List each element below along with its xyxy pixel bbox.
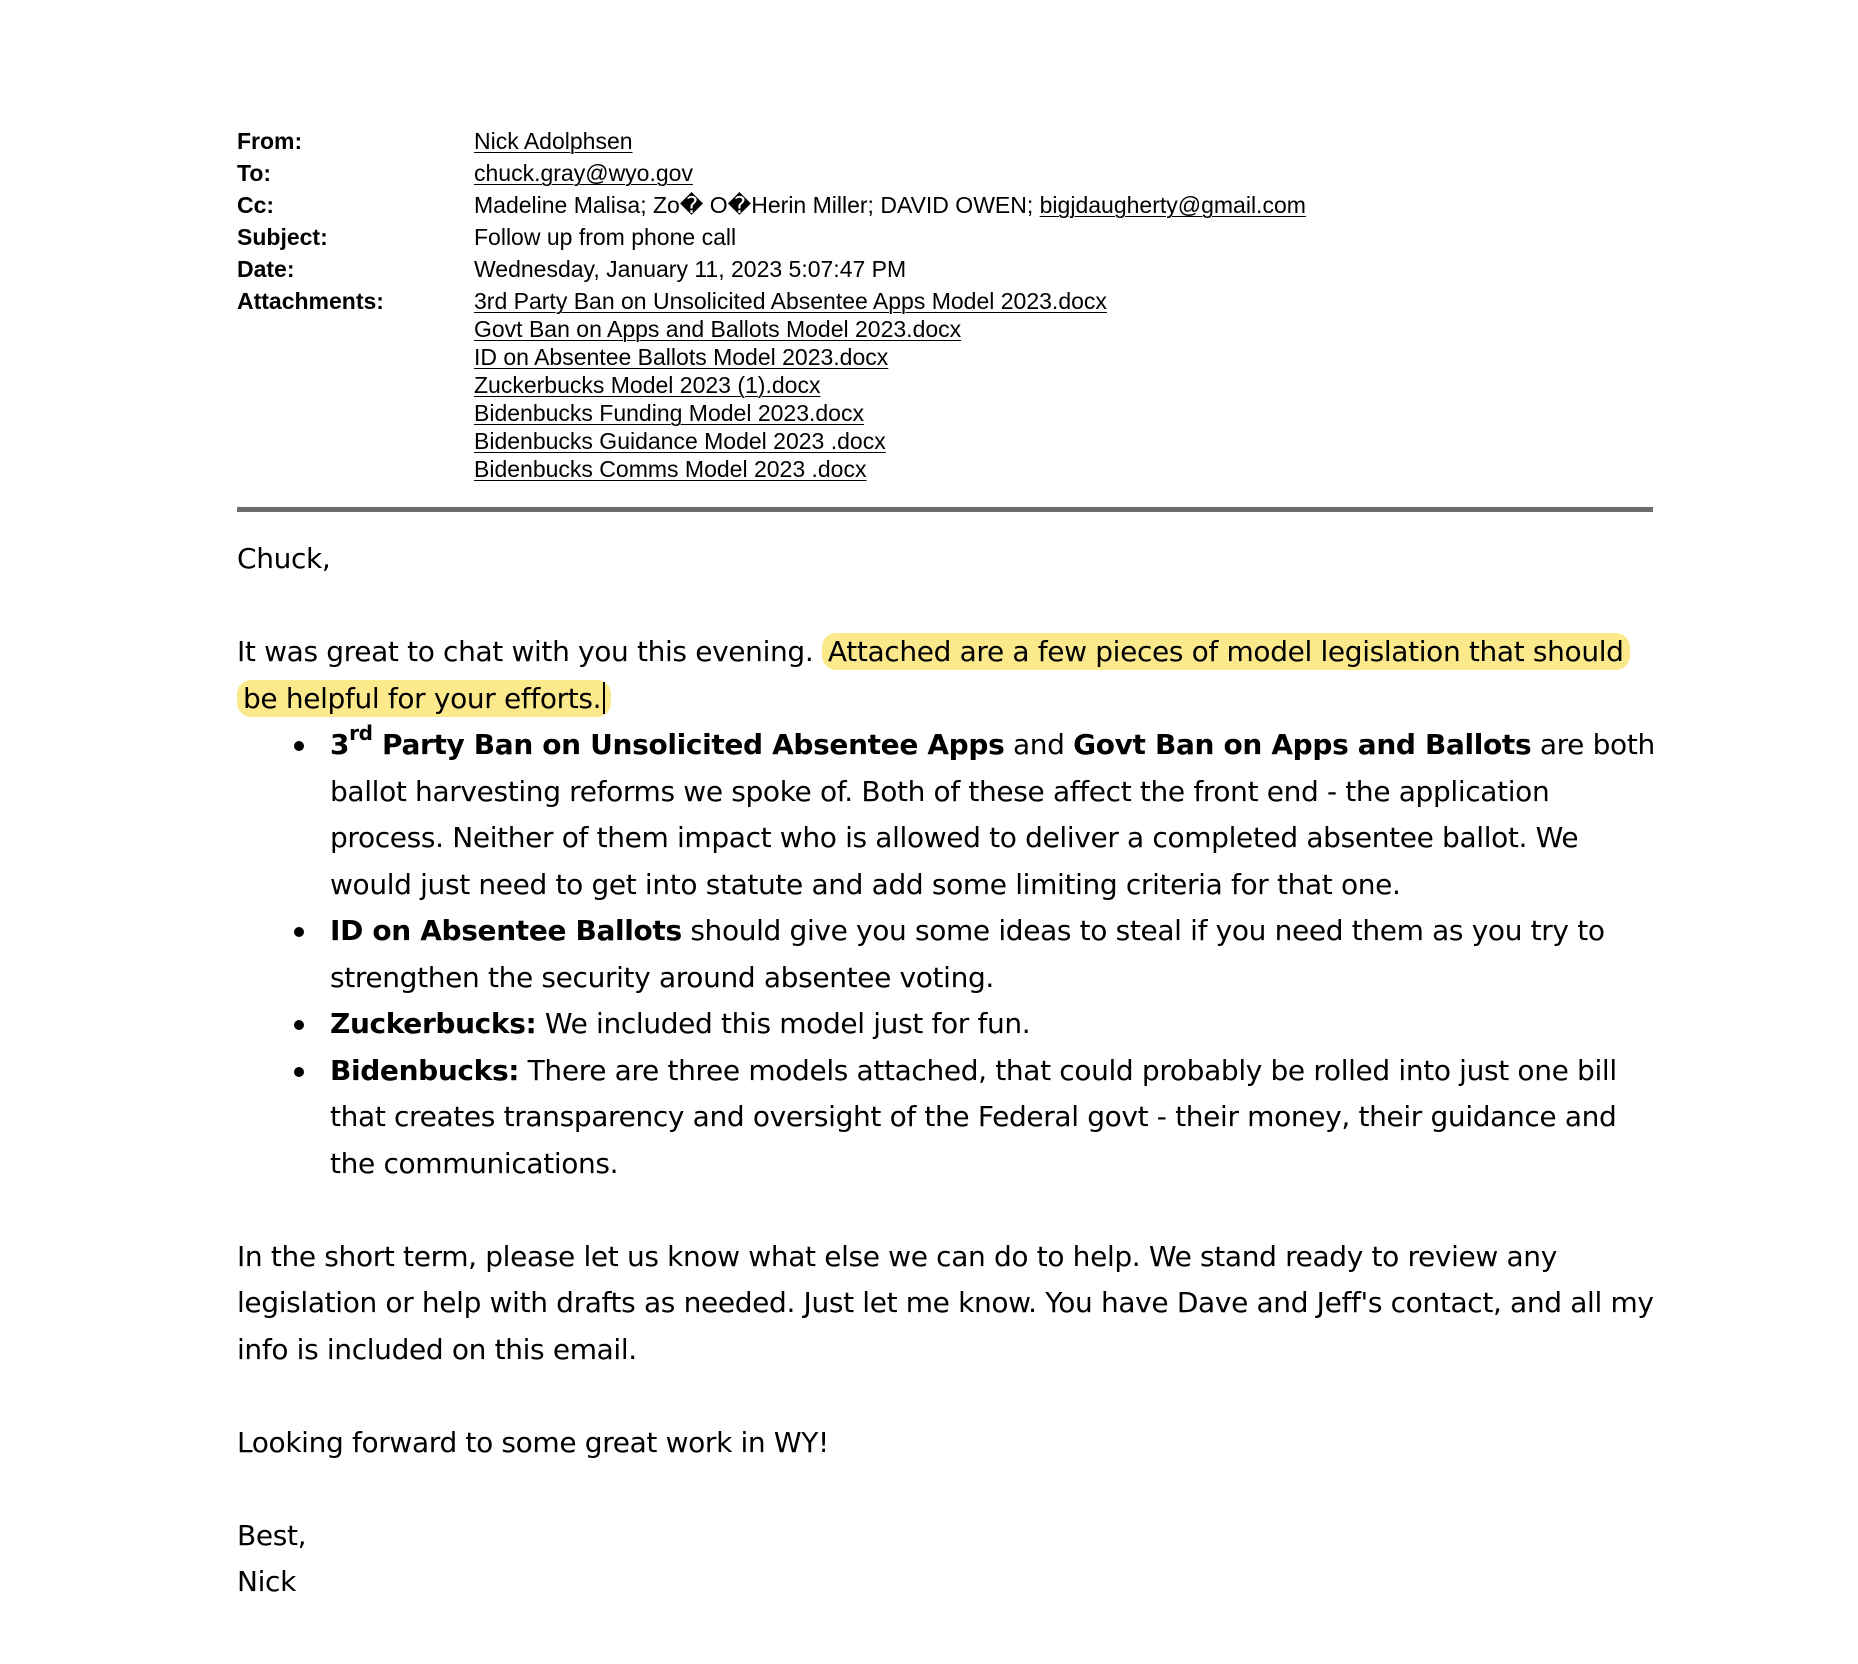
cc-label: Cc: <box>237 192 275 218</box>
attachment-link[interactable]: 3rd Party Ban on Unsolicited Absentee Apps Model 2023.docx <box>474 288 1107 314</box>
date-value: Wednesday, January 11, 2023 5:07:47 PM <box>474 256 907 282</box>
intro-paragraph <box>237 629 1657 722</box>
signoff: Best, <box>237 1518 307 1552</box>
attachments-label: Attachments: <box>237 288 384 314</box>
followup-paragraph: In the short term, please let us know what else we can do to help. We stand ready to review any legislation or help with drafts as needed. Just let me know. You have Dave and Jeff's contact, and all my info is included on this email. <box>237 1239 1654 1366</box>
to-row <box>237 157 1657 189</box>
subject-value: Follow up from phone call <box>474 224 737 250</box>
list-item <box>237 1001 1657 1048</box>
bullet-icon <box>294 741 304 751</box>
attachment-link[interactable]: Bidenbucks Guidance Model 2023 .docx <box>474 428 886 454</box>
bullet-icon <box>294 1020 304 1030</box>
bullet-list <box>237 722 1657 1187</box>
intro-text: It was great to chat with you this evening. <box>237 635 822 668</box>
email-header <box>237 125 1657 483</box>
from-row <box>237 125 1657 157</box>
cc-recipients: Madeline Malisa; Zo� O�Herin Miller; DAVID OWEN; <box>474 192 1040 218</box>
bullet1-and: and <box>1004 728 1074 761</box>
date-row <box>237 253 1657 285</box>
bullet3-title: Zuckerbucks: <box>330 1007 537 1040</box>
attachment-link[interactable]: Bidenbucks Funding Model 2023.docx <box>474 400 864 426</box>
email-body[interactable] <box>237 536 1657 1606</box>
attachment-link[interactable]: ID on Absentee Ballots Model 2023.docx <box>474 344 889 370</box>
bullet4-title: Bidenbucks: <box>330 1053 520 1087</box>
attachment-link[interactable]: Bidenbucks Comms Model 2023 .docx <box>474 456 867 482</box>
cc-row <box>237 189 1657 221</box>
header-divider <box>237 507 1653 512</box>
to-label: To: <box>237 160 272 186</box>
bullet1-superscript: rd <box>349 720 373 745</box>
list-item <box>237 1048 1657 1188</box>
attachments-list <box>474 285 1657 483</box>
attachment-link[interactable]: Govt Ban on Apps and Ballots Model 2023.docx <box>474 316 962 342</box>
bullet4-text: There are three models attached, that could probably be rolled into just one bill that creates transparency and oversight of the Federal govt - their money, their guidance and the communications. <box>330 1053 1617 1180</box>
date-label: Date: <box>237 256 295 282</box>
bullet1-title2: Govt Ban on Apps and Ballots <box>1073 728 1532 761</box>
to-link[interactable]: chuck.gray@wyo.gov <box>474 160 693 186</box>
text-cursor <box>603 682 605 714</box>
bullet1-number: 3 <box>330 728 350 761</box>
bullet1-text: are both ballot harvesting reforms we spoke of. Both of these affect the front end - the application process. Neither of them impact who is allowed to deliver a completed absentee ballot. We would just need to get into statute and add some limiting criteria for that one. <box>330 728 1655 901</box>
bullet-icon <box>294 1067 304 1077</box>
subject-row <box>237 221 1657 253</box>
bullet1-title1: Party Ban on Unsolicited Absentee Apps <box>372 728 1005 761</box>
greeting: Chuck, <box>237 542 331 575</box>
bullet3-text: We included this model just for fun. <box>536 1007 1031 1040</box>
list-item <box>237 722 1657 908</box>
from-link[interactable]: Nick Adolphsen <box>474 128 633 154</box>
bullet-icon <box>294 927 304 937</box>
bullet2-title: ID on Absentee Ballots <box>330 914 682 947</box>
cc-email-link[interactable]: bigjdaugherty@gmail.com <box>1039 192 1306 218</box>
attachment-link[interactable]: Zuckerbucks Model 2023 (1).docx <box>474 372 821 398</box>
highlighted-sentence: Attached are a few pieces of model legislation that should be helpful for your efforts. <box>243 635 1624 715</box>
bullet2-text: should give you some ideas to steal if you need them as you try to strengthen the security around absentee voting. <box>330 914 1605 994</box>
list-item <box>237 908 1657 1001</box>
closing-paragraph: Looking forward to some great work in WY! <box>237 1425 829 1459</box>
subject-label: Subject: <box>237 224 328 250</box>
signature: Nick <box>237 1565 296 1598</box>
from-label: From: <box>237 128 303 154</box>
attachments-row <box>237 285 1657 483</box>
